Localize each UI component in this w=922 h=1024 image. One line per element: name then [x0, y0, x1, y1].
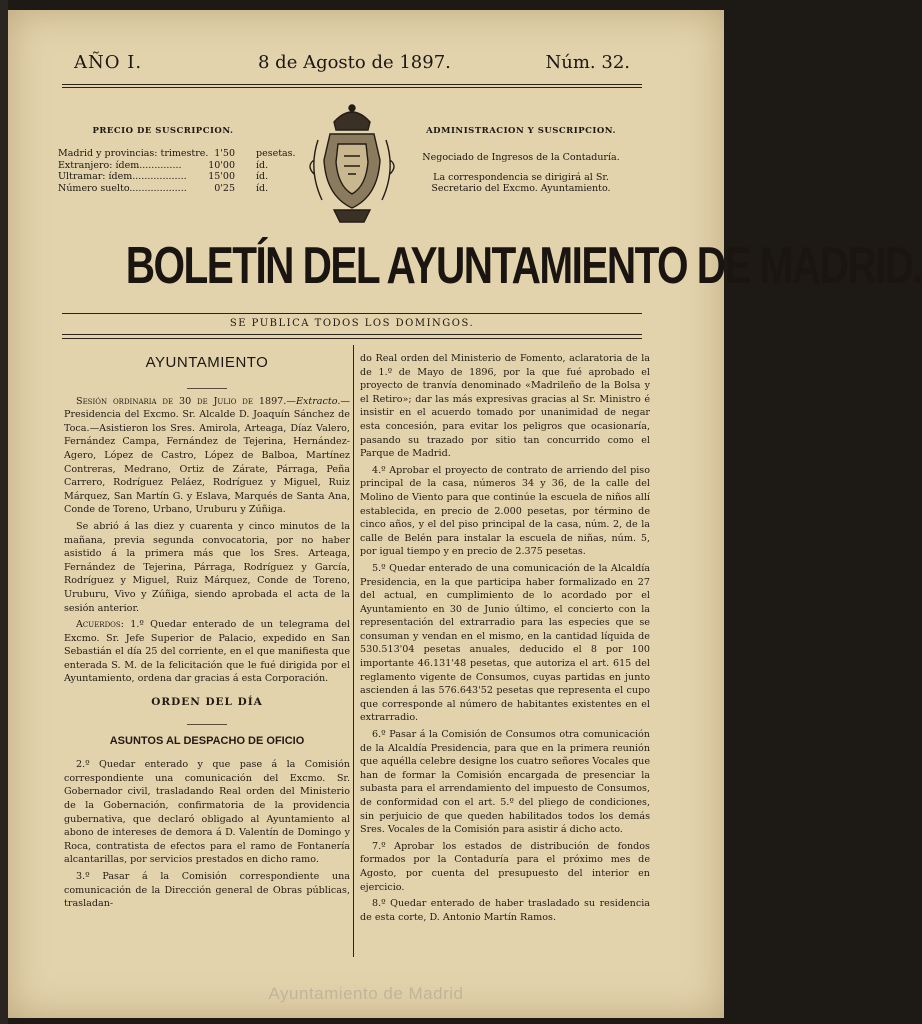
- session-lead: Sesión ordinaria de 30 de Julio de 1897.—: [76, 395, 296, 407]
- affairs-heading: ASUNTOS AL DESPACHO DE OFICIO: [109, 734, 305, 747]
- issue-number: Núm. 32.: [545, 52, 630, 73]
- extract-label: Extracto.—: [295, 395, 350, 407]
- subscription-title: PRECIO DE SUSCRIPCION.: [92, 126, 234, 136]
- left-column: [64, 352, 350, 914]
- title-rule: [62, 313, 642, 314]
- archive-watermark: Ayuntamiento de Madrid: [268, 984, 464, 1003]
- administration-block: [410, 126, 632, 203]
- agreements-body: 1.º Quedar enterado de un telegrama del Excmo. Sr. Jefe Superior de Palacio, expedido en San Sebastián el día 25 del corriente, en el que manifiesta que enterada S. M. de la felicitación que le fué dirigida por el Ayuntamiento, ordena dar gracias á esta Corporación.: [64, 619, 350, 685]
- administration-title: ADMINISTRACION Y SUSCRIPCION.: [426, 126, 616, 136]
- article-paragraph: 6.º Pasar á la Comisión de Consumos otra comunicación de la Alcaldía Presidencia, para que en la primera reunión que aquélla celebre designe los cuatro señores Vocales que han de formar la Comisión encargada de presenciar la subasta para el arrendamiento del impuesto de Consumos, de conformidad con el art. 5.º del pliego de condiciones, sin perjuicio de que queden habilitados todos los demás Sres. Vocales de la Comisión para asistir á dicho acto.: [360, 729, 650, 836]
- article-paragraph: 5.º Quedar enterado de una comunicación de la Alcaldía Presidencia, en la que participa haber formalizado en 27 del actual, en cumplimiento de lo acordado por el Ayuntamiento en 30 de Junio último, el concierto con la representación del extrarradio para las especies que se consuman y vendan en el mismo, en la cantidad líquida de 530.513'04 pesetas anuales, deducido el 8 por 100 importante 46.131'48 pesetas, que autoriza el art. 615 del reglamento vigente de Consumos, cuyas partidas en junto ascienden á las 576.643'52 pesetas que representa el cupo que corresponde al número de habitantes existentes en el extrarradio.: [360, 562, 650, 724]
- subscription-row: [58, 148, 298, 160]
- section-rule: [187, 388, 227, 389]
- subscription-row: [58, 183, 298, 195]
- subscription-row-price: 0'25: [214, 182, 235, 194]
- issue-year: AÑO I.: [74, 52, 143, 73]
- masthead: [62, 52, 642, 82]
- article-paragraph: do Real orden del Ministerio de Fomento, aclaratoria de la de 1.º de Mayo de 1896, por la que fué aprobado el proyecto de tranvía denominado «Madrileño de la Bolsa y el Retiro»; dar las más expresivas gracias al Sr. Ministro é insistir en el acuerdo tomado por unanimidad de negar esta concesión, para evitar los peligros que ocasionaría, pasando su trazado por sitio tan concurrido como el Parque de Madrid.: [360, 353, 650, 460]
- order-of-day-heading: ORDEN DEL DÍA: [151, 696, 263, 709]
- masthead-rule-double: [62, 87, 642, 88]
- article-paragraph: [64, 395, 350, 517]
- subscription-row-currency: íd.: [256, 171, 269, 182]
- article-paragraph: 2.º Quedar enterado y que pase á la Comisión correspondiente una comunicación del Excmo. Sr. Gobernador civil, trasladando Real orden del Ministerio de la Gobernación, confirmatoria de la providencia gubernativa, que declaró obligado al Ayuntamiento al abono de intereses de demora á D. Valentín de Domingo y Roca, contratista de efectos para el ramo de Fontanería alcantarillas, por servicios prestados en dicho ramo.: [64, 759, 350, 866]
- session-body: Presidencia del Excmo. Sr. Alcalde D. Joaquín Sánchez de Toca.—Asistieron los Sres. Amirola, Arteaga, Díaz Valero, Fernández Campa, Fernández de Tejerina, Hernández-Agero, López de Castro, López de Balboa, Martínez Contreras, Medrano, Ortiz de Zárate, Párraga, Peña Carrero, Rodríguez Peláez, Rodríguez y Miguel, Ruiz Márquez, San Martín G. y Eslava, Marqués de Santa Ana, Conde de Toreno, Urbano, Uruburu y Zúñiga.: [64, 409, 350, 516]
- subscription-row-name: Madrid y provincias: trimestre.: [58, 148, 209, 159]
- article-paragraph: 4.º Aprobar el proyecto de contrato de arriendo del piso principal de la casa, números 34 y 36, de la calle del Molino de Viento para que continúe la escuela de niños allí establecida, en precio de 2.000 pesetas, por término de cinco años, y el del piso principal de la casa, núm. 2, de la calle de Belén para instalar la escuela de niñas, núm. 5, por igual tiempo y en precio de 2.375 pesetas.: [360, 464, 650, 558]
- masthead-rule: [62, 84, 642, 85]
- newspaper-title: BOLETÍN DEL AYUNTAMIENTO DE MADRID.: [125, 237, 922, 295]
- article-paragraph: 3.º Pasar á la Comisión correspondiente una comunicación de la Dirección general de Obras públicas, trasladan-: [64, 871, 350, 910]
- subscription-row: [58, 171, 298, 183]
- tagline: SE PUBLICA TODOS LOS DOMINGOS.: [229, 318, 475, 329]
- article-paragraph: 8.º Quedar enterado de haber trasladado su residencia de esta corte, D. Antonio Martín Ramos.: [360, 898, 650, 923]
- subscription-block: [58, 126, 298, 194]
- subscription-row-name: Ultramar: ídem..................: [58, 171, 187, 182]
- subscription-row-currency: íd.: [256, 159, 269, 171]
- article-paragraph: 7.º Aprobar los estados de distribución de fondos formados por la Contaduría para el próximo mes de Agosto, por cuenta del presupuesto del interior en ejercicio.: [360, 840, 650, 893]
- administration-line: La correspondencia se dirigirá al Sr. Secretario del Excmo. Ayuntamiento.: [431, 171, 611, 194]
- subscription-row-name: Número suelto...................: [58, 182, 187, 194]
- section-rule: [187, 724, 227, 725]
- administration-line: Negociado de Ingresos de la Contaduría.: [422, 152, 620, 163]
- tagline-rule-double: [62, 338, 642, 339]
- subscription-row-name: Extranjero: ídem..............: [58, 159, 182, 171]
- subscription-row-currency: pesetas.: [256, 148, 296, 159]
- scan-edge: [0, 0, 8, 1024]
- article-paragraph: [64, 618, 350, 686]
- right-column: [360, 352, 650, 927]
- section-heading: AYUNTAMIENTO: [145, 354, 269, 371]
- issue-date: 8 de Agosto de 1897.: [258, 52, 451, 73]
- subscription-row-price: 10'00: [208, 159, 235, 171]
- agreements-label: Acuerdos:: [76, 619, 124, 631]
- subscription-row-price: 15'00: [208, 171, 235, 182]
- madrid-coat-of-arms-icon: [304, 100, 400, 230]
- tagline-rule: [62, 334, 642, 335]
- subscription-row-currency: íd.: [256, 182, 269, 194]
- article-paragraph: Se abrió á las diez y cuarenta y cinco minutos de la mañana, previa segunda convocatoria, por no haber asistido á la primera más que los Sres. Arteaga, Fernández de Tejerina, Párraga, Rodríguez y García, Rodríguez y Miguel, Ruiz Márquez, Conde de Toreno, Uruburu, Vivo y Zúñiga, siendo aprobada el acta de la sesión anterior.: [64, 520, 350, 614]
- subscription-row-price: 1'50: [214, 148, 235, 159]
- column-divider: [353, 345, 354, 957]
- subscription-row: [58, 160, 298, 172]
